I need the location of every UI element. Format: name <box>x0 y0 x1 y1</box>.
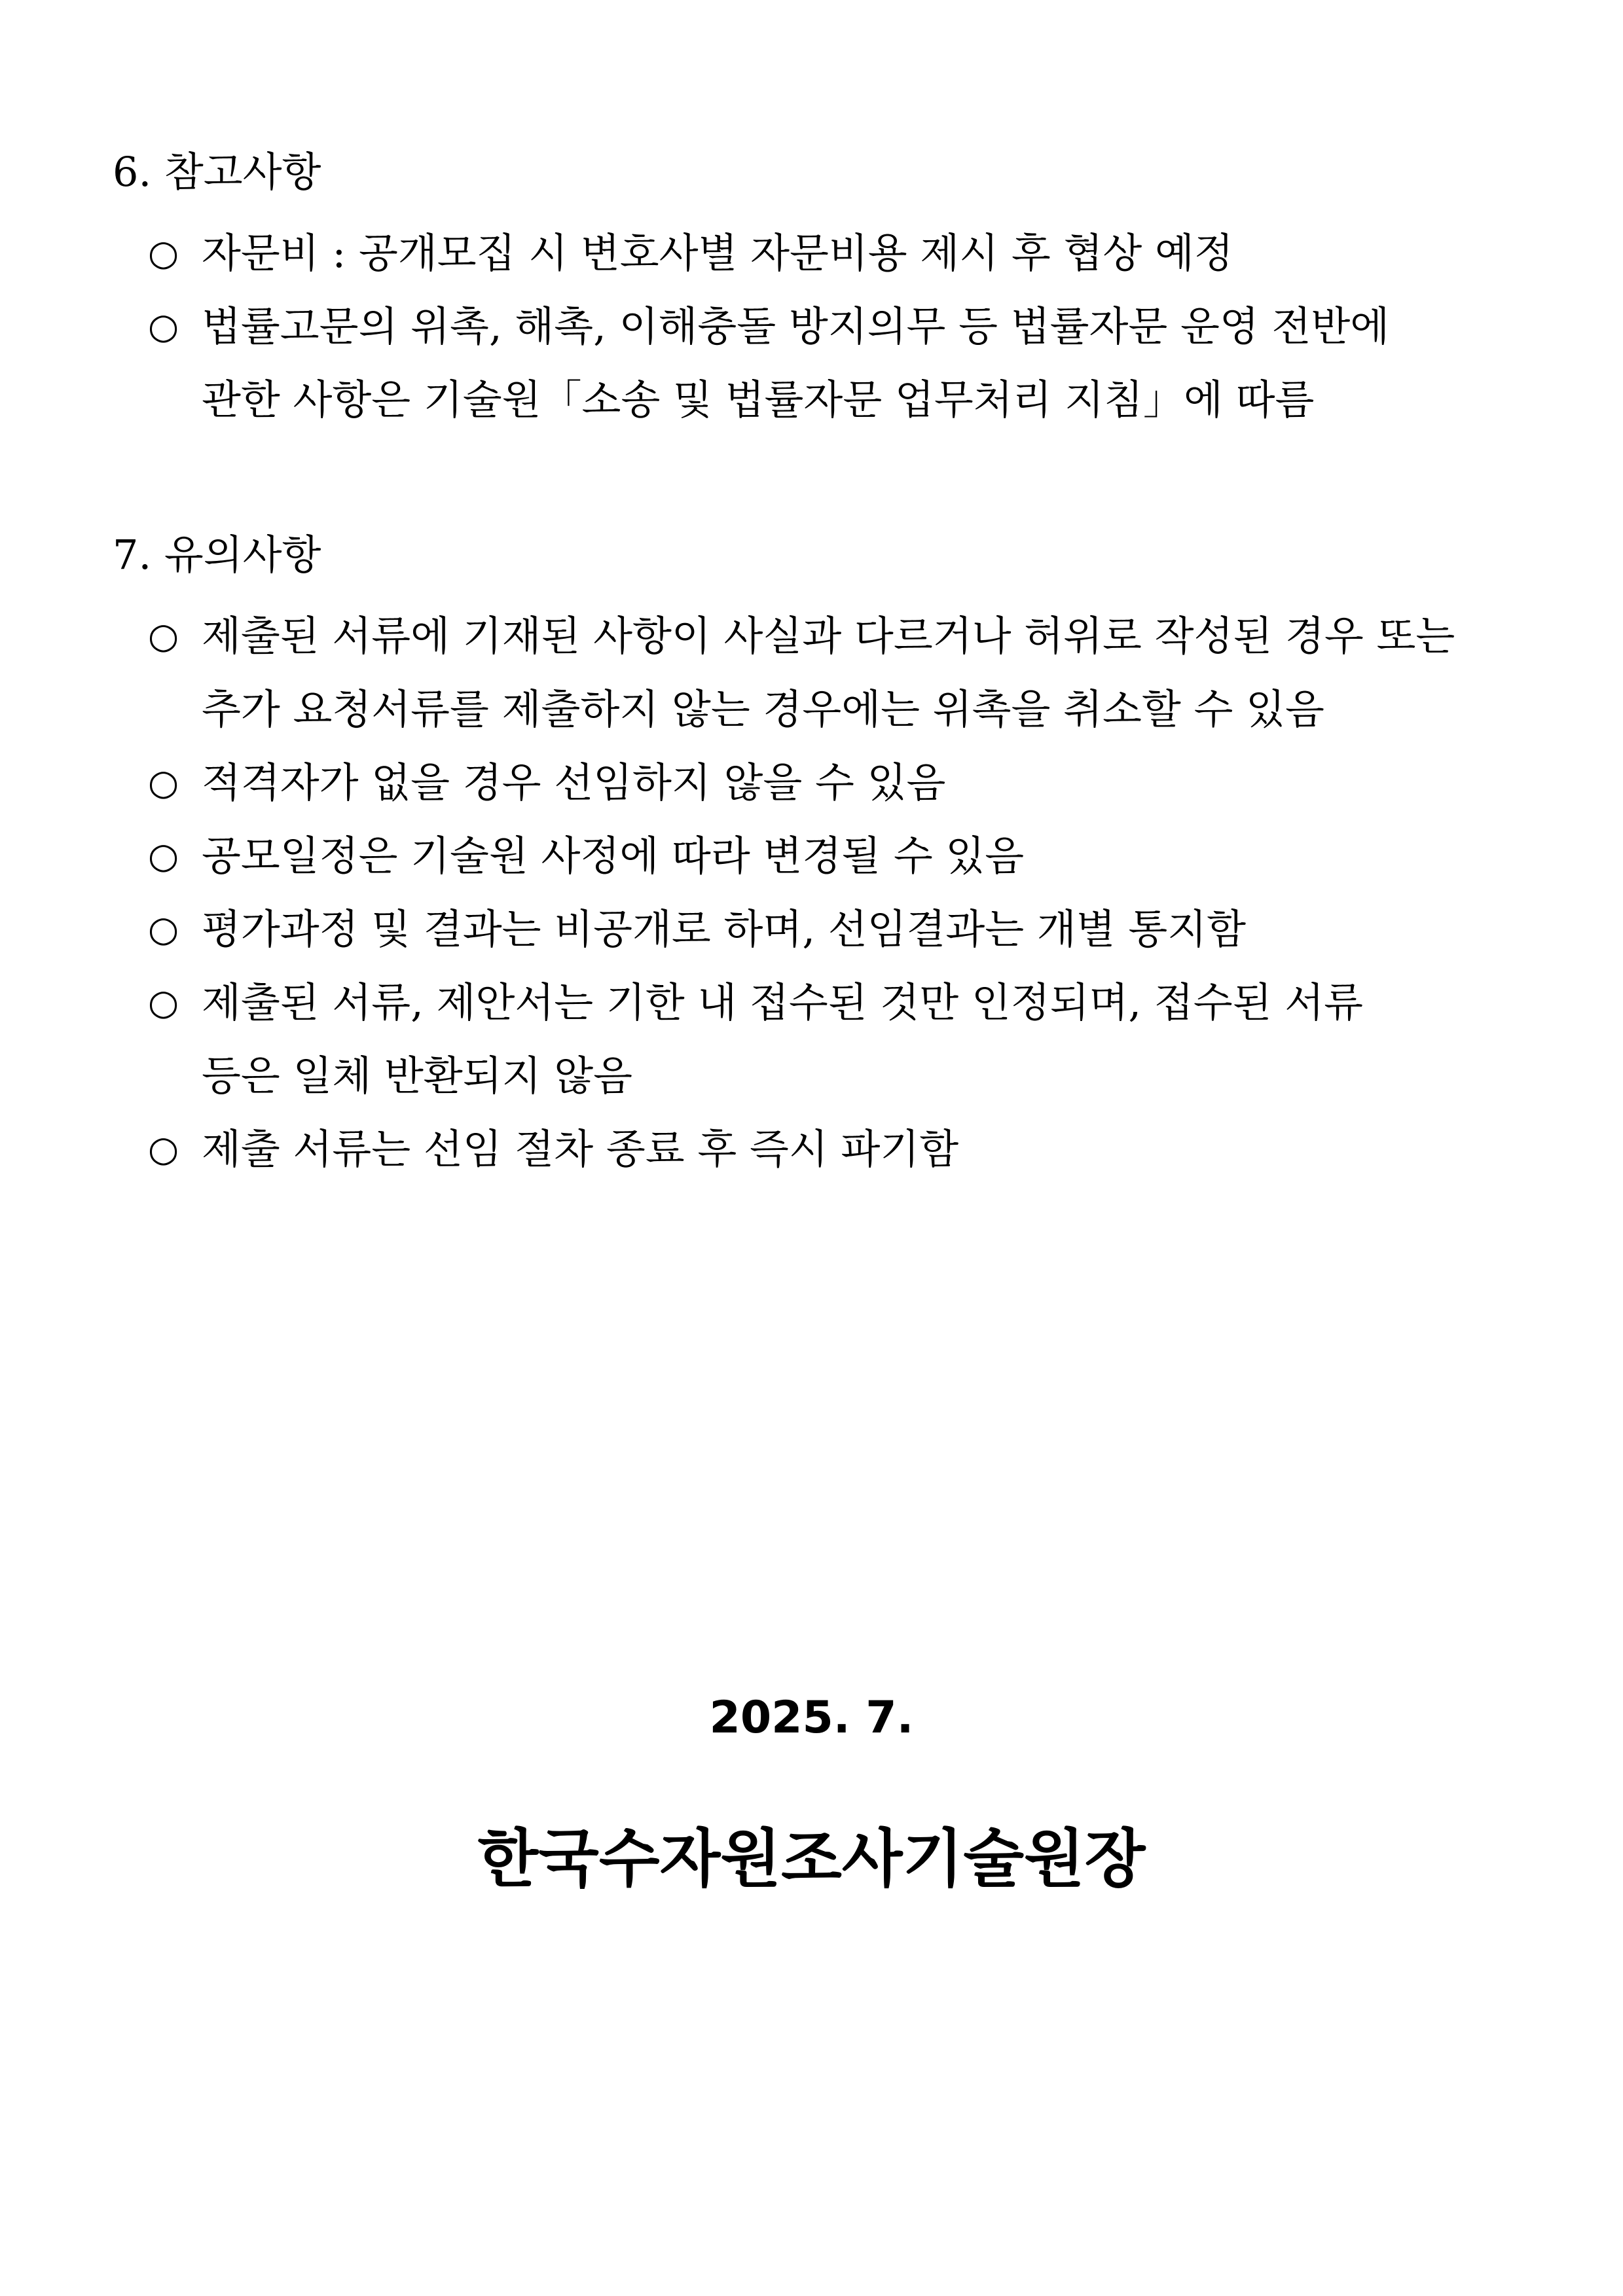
circle-bullet-icon: ○ <box>148 762 179 803</box>
item-text: 평가과정 및 결과는 비공개로 하며, 선임결과는 개별 통지함 <box>202 905 1247 953</box>
list-item <box>113 217 1461 290</box>
item-text: 추가 요청서류를 제출하지 않는 경우에는 위촉을 취소할 수 있음 <box>202 685 1324 733</box>
circle-bullet-icon: ○ <box>148 908 179 950</box>
list-item <box>113 290 1461 437</box>
list-item <box>113 746 1461 819</box>
list-item <box>113 600 1461 746</box>
issuer-signature-name: 한국수자원조사기술원장 <box>477 1822 1146 1895</box>
circle-bullet-icon: ○ <box>148 982 179 1023</box>
section-reference-notes <box>113 146 1461 437</box>
item-text: 제출된 서류에 기재된 사항이 사실과 다르거나 허위로 작성된 경우 또는 <box>202 612 1455 660</box>
list-item <box>113 966 1461 1113</box>
item-list <box>113 600 1461 1186</box>
item-text: 법률고문의 위촉, 해촉, 이해충돌 방지의무 등 법률자문 운영 전반에 <box>202 302 1390 350</box>
item-list <box>113 217 1461 437</box>
item-text: 공모일정은 기술원 사정에 따라 변경될 수 있음 <box>202 832 1025 880</box>
circle-bullet-icon: ○ <box>148 306 179 347</box>
section-title: 7. 유의사항 <box>113 531 321 579</box>
list-item <box>113 1113 1461 1186</box>
item-text: 등은 일체 반환되지 않음 <box>202 1052 633 1100</box>
circle-bullet-icon: ○ <box>148 1128 179 1170</box>
list-item <box>113 819 1461 893</box>
circle-bullet-icon: ○ <box>148 615 179 656</box>
circle-bullet-icon: ○ <box>148 835 179 876</box>
section-title: 6. 참고사항 <box>113 148 321 196</box>
section-precautions <box>113 529 1461 1186</box>
document-date: 2025. 7. <box>709 1692 914 1744</box>
circle-bullet-icon: ○ <box>148 232 179 274</box>
item-text: 적격자가 없을 경우 선임하지 않을 수 있음 <box>202 759 946 806</box>
item-text: 제출 서류는 선임 절차 종료 후 즉시 파기함 <box>202 1125 959 1173</box>
item-text: 제출된 서류, 제안서는 기한 내 접수된 것만 인정되며, 접수된 서류 <box>202 978 1363 1026</box>
list-item <box>113 893 1461 966</box>
item-text: 관한 사항은 기술원「소송 및 법률자문 업무처리 지침」에 따름 <box>202 376 1315 423</box>
item-text: 자문비 : 공개모집 시 변호사별 자문비용 제시 후 협상 예정 <box>202 229 1233 277</box>
